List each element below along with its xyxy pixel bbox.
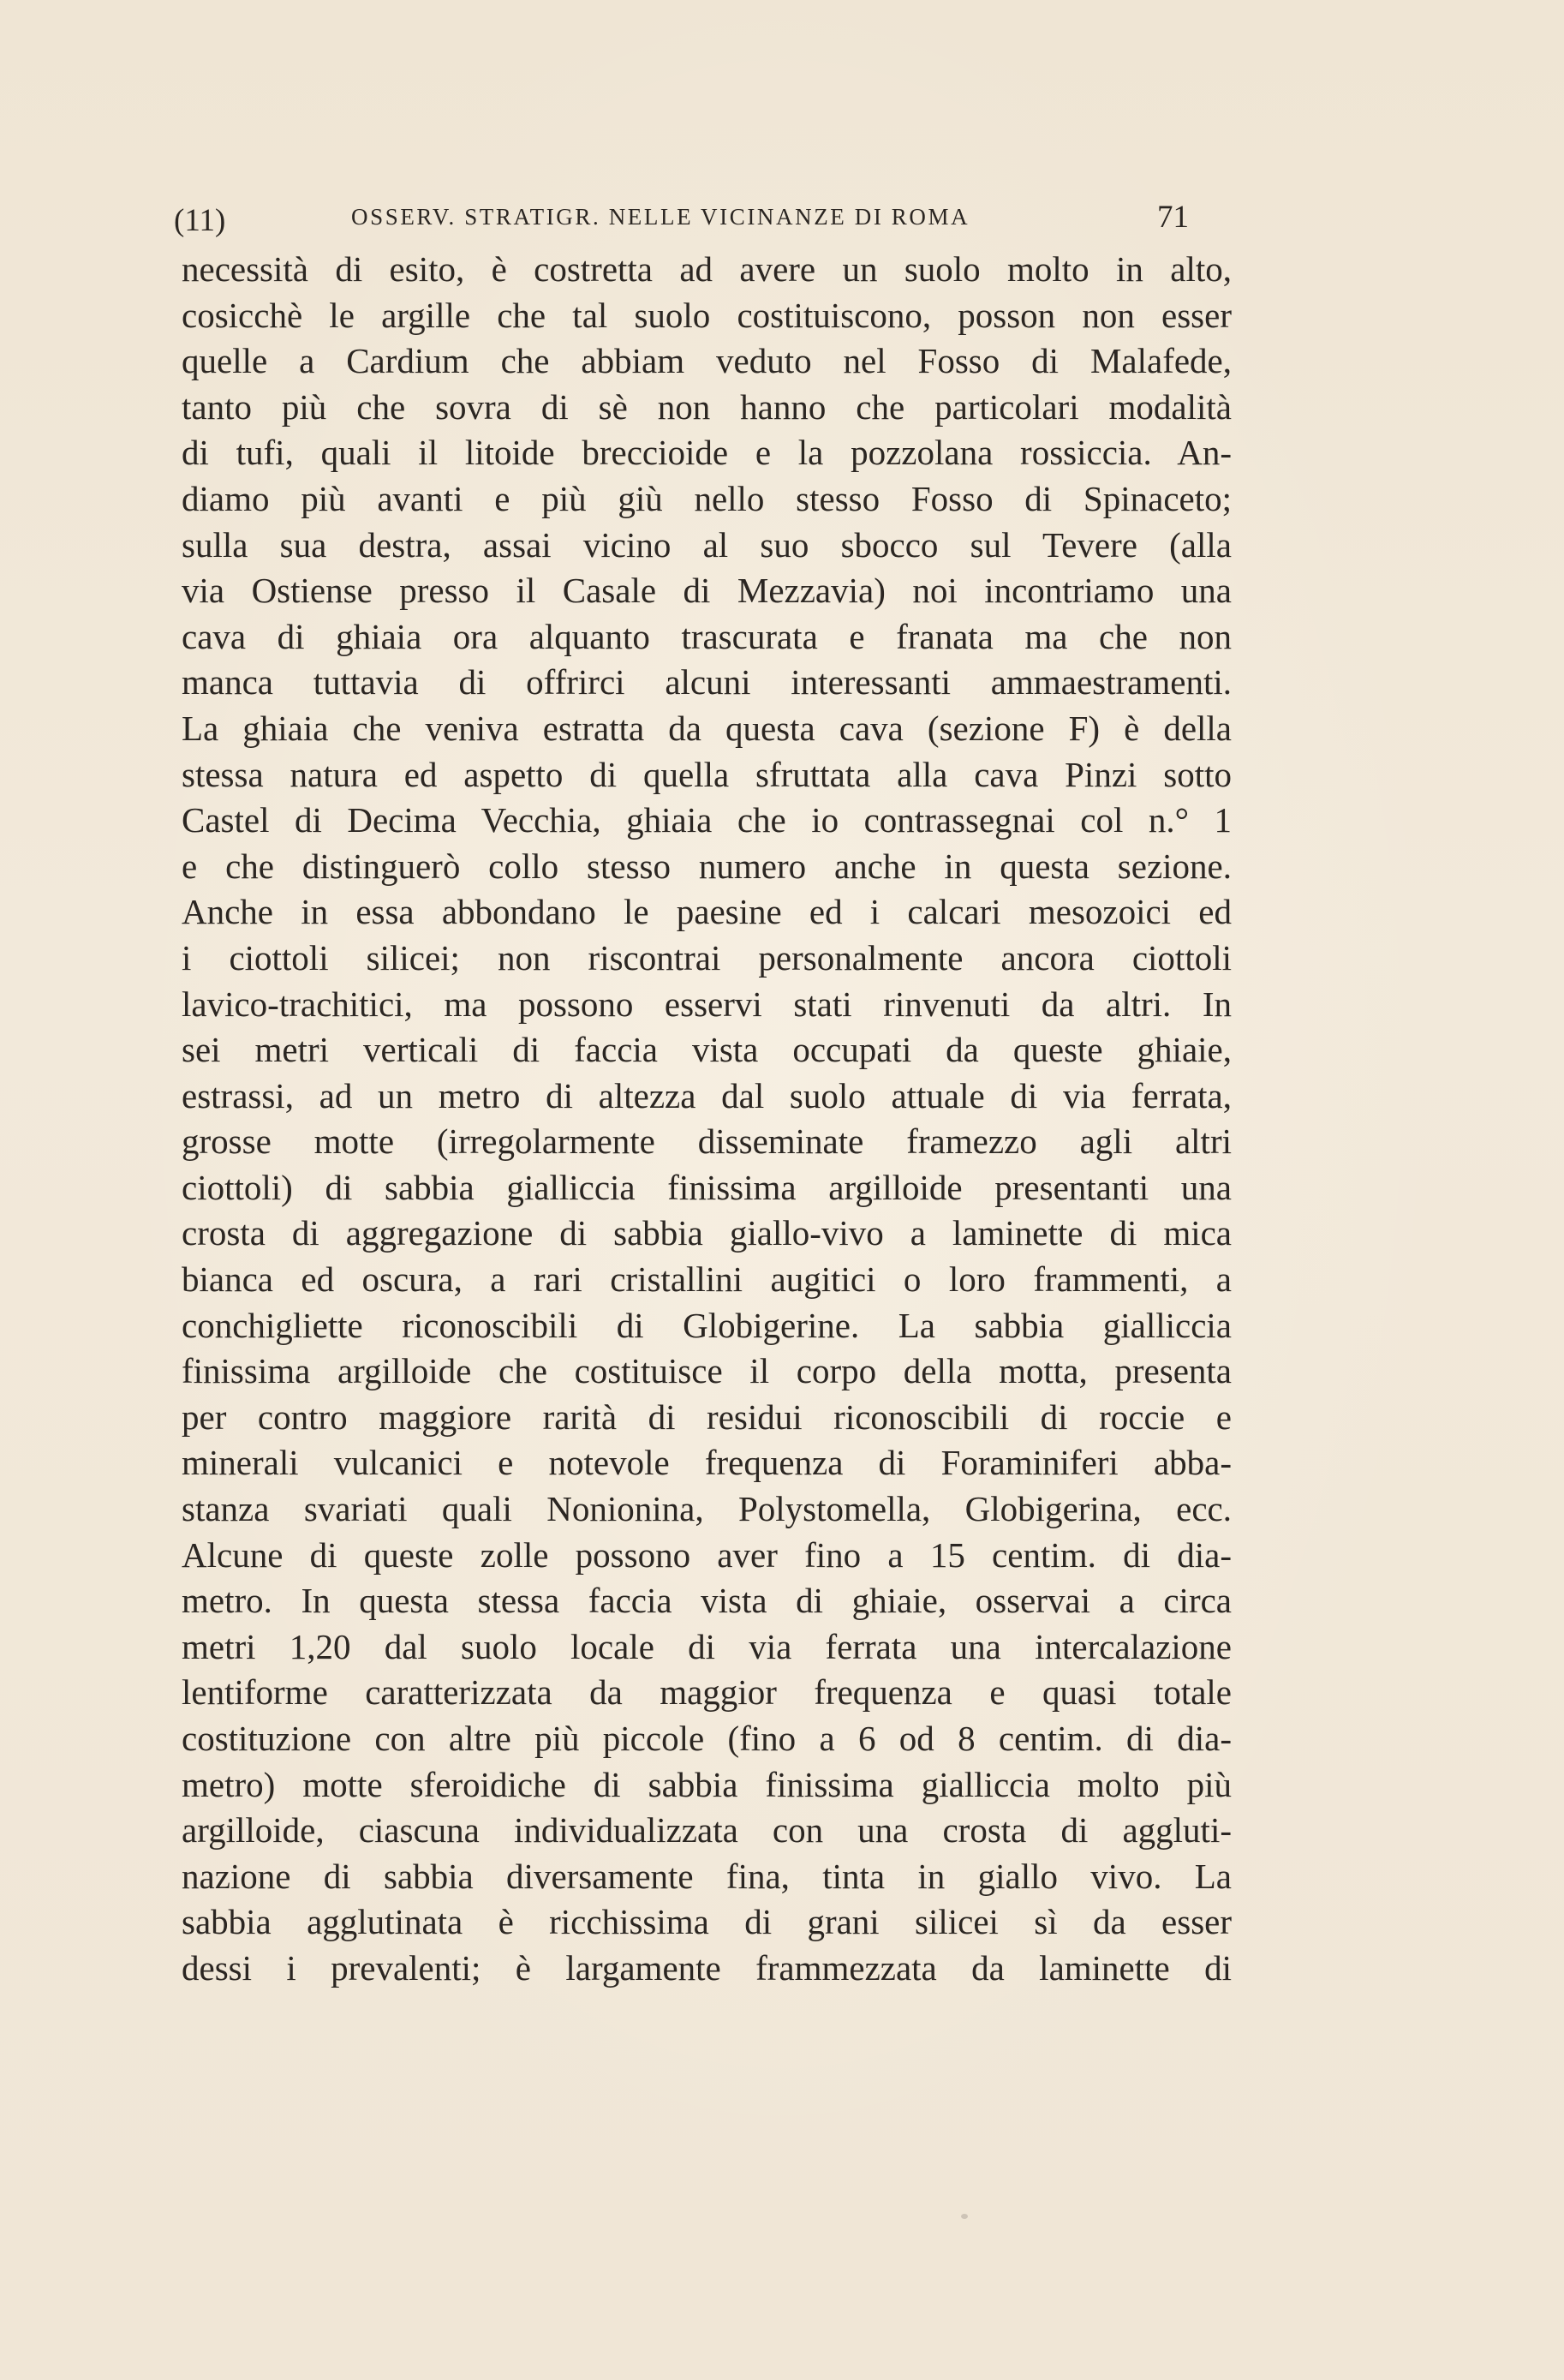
text-line: bianca ed oscura, a rari cristallini augitici o loro frammenti, a [182,1259,1232,1300]
text-line: e che distinguerò collo stesso numero anche in questa sezione. [182,846,1232,886]
text-line: diamo più avanti e più giù nello stesso Fosso di Spinaceto; [182,478,1232,518]
text-line: Anche in essa abbondano le paesine ed i calcari mesozoici ed [182,892,1232,932]
text-line: necessità di esito, è costretta ad avere un suolo molto in alto, [182,249,1232,289]
text-line: sabbia agglutinata è ricchissima di grani silicei sì da esser [182,1902,1232,1942]
text-line: via Ostiense presso il Casale di Mezzavia) noi incontriamo una [182,571,1232,611]
text-line: metro) motte sferoidiche di sabbia finissima gialliccia molto più [182,1764,1232,1804]
running-title: OSSERV. STRATIGR. NELLE VICINANZE DI ROMA [351,204,970,230]
text-line: nazione di sabbia diversamente fina, tinta in giallo vivo. La [182,1856,1232,1896]
text-line: minerali vulcanici e notevole frequenza di Foraminiferi abba- [182,1443,1232,1483]
text-line: La ghiaia che veniva estratta da questa cava (sezione F) è della [182,708,1232,748]
text-line: cosicchè le argille che tal suolo costituiscono, posson non esser [182,295,1232,335]
text-line: stessa natura ed aspetto di quella sfruttata alla cava Pinzi sotto [182,754,1232,794]
text-line: manca tuttavia di offrirci alcuni interessanti ammaestramenti. [182,662,1232,703]
text-line: tanto più che sovra di sè non hanno che particolari modalità [182,386,1232,427]
text-line: metro. In questa stessa faccia vista di ghiaie, osservai a circa [182,1581,1232,1621]
text-line: argilloide, ciascuna individualizzata con una crosta di aggluti- [182,1810,1232,1851]
text-line: sei metri verticali di faccia vista occupati da queste ghiaie, [182,1030,1232,1070]
text-line: cava di ghiaia ora alquanto trascurata e franata ma che non [182,616,1232,656]
text-line: i ciottoli silicei; non riscontrai personalmente ancora ciottoli [182,937,1232,978]
text-line: sulla sua destra, assai vicino al suo sbocco sul Tevere (alla [182,524,1232,565]
text-line: Alcune di queste zolle possono aver fino a 15 centim. di dia- [182,1534,1232,1575]
text-line: estrassi, ad un metro di altezza dal suolo attuale di via ferrata, [182,1075,1232,1115]
text-line: ciottoli) di sabbia gialliccia finissima argilloide presentanti una [182,1167,1232,1207]
text-line: di tufi, quali il litoide breccioide e la pozzolana rossiccia. An- [182,433,1232,473]
running-head [174,195,1189,238]
body-text [182,247,1232,1992]
text-line: crosta di aggregazione di sabbia giallo-vivo a laminette di mica [182,1213,1232,1253]
text-line: grosse motte (irregolarmente disseminate framezzo agli altri [182,1121,1232,1162]
text-line: Castel di Decima Vecchia, ghiaia che io contrassegnai col n.° 1 [182,800,1232,840]
text-line: lentiforme caratterizzata da maggior frequenza e quasi totale [182,1672,1232,1713]
text-line: stanza svariati quali Nonionina, Polystomella, Globigerina, ecc. [182,1489,1232,1529]
text-line: costituzione con altre più piccole (fino a 6 od 8 centim. di dia- [182,1719,1232,1758]
text-line: quelle a Cardium che abbiam veduto nel Fosso di Malafede, [182,341,1232,381]
text-line: per contro maggiore rarità di residui riconoscibili di roccie e [182,1396,1232,1437]
section-number: (11) [174,203,226,238]
text-line: dessi i prevalenti; è largamente frammezzata da laminette di [182,1947,1232,1988]
text-line: metri 1,20 dal suolo locale di via ferrata una intercalazione [182,1626,1232,1666]
paper-speck [961,2214,968,2219]
text-line: lavico-trachitici, ma possono esservi stati rinvenuti da altri. In [182,984,1232,1024]
page-number: 71 [1157,200,1189,235]
text-line: conchigliette riconoscibili di Globigerine. La sabbia gialliccia [182,1305,1232,1345]
text-line: finissima argilloide che costituisce il corpo della motta, presenta [182,1351,1232,1391]
